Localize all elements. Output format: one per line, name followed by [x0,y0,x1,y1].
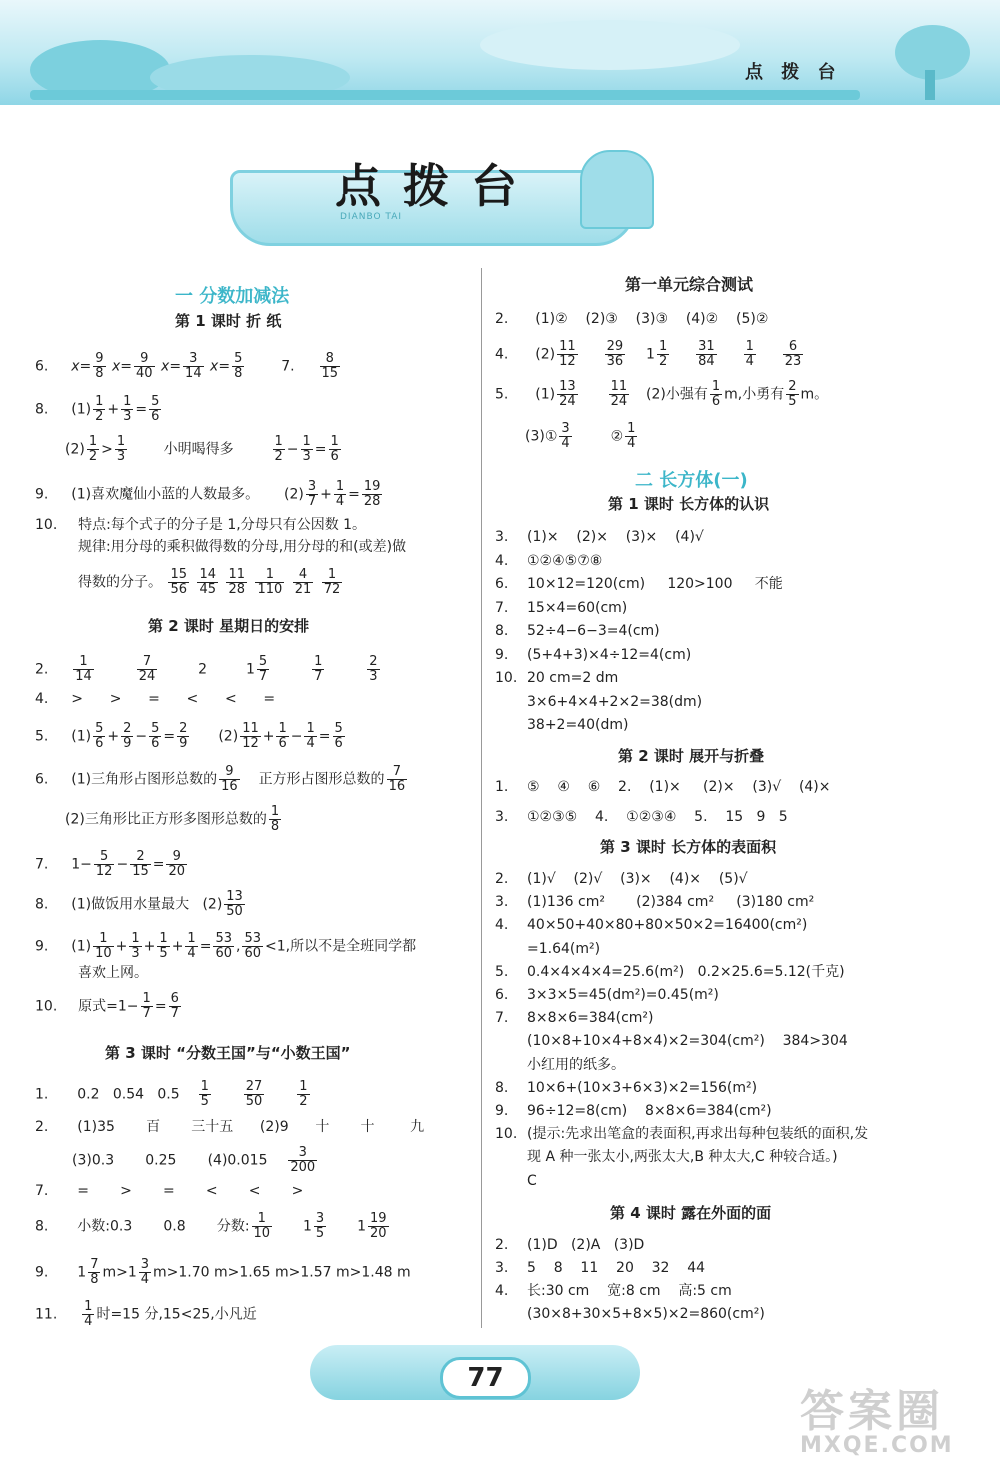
answer-text: 小明喝得多 [163,441,234,458]
sub-label: (1) [535,386,556,403]
fraction: $\frac{3}{200}$ [290,1145,316,1175]
operator: > [101,441,113,458]
answer-text: <1,所以不是全班同学都 [264,938,417,955]
header-strip [30,90,860,100]
sub-label: (2) [535,346,556,363]
answer-row [525,422,639,451]
fraction: $\frac{11}{24}$ [610,379,628,409]
question-number: 3. [495,1260,509,1276]
answer-text: 10×6+(10×3+6×3)×2=156(m²) [527,1079,758,1096]
question-number: 6. [495,576,509,592]
banner-title: 点拨台 [335,159,539,213]
fraction: $\frac{1}{7}$ [314,654,323,684]
answer-text: 3×6+4×4+2×2=38(dm) [527,693,703,710]
question-number: 5. [35,728,49,745]
answer-text: 10×12=120(cm) 120>100 不能 [527,576,783,592]
answer-row [35,1300,257,1329]
answer-text: C [527,1172,537,1189]
answer-text: 1 [77,1264,87,1281]
answer-text: 1 [357,1218,367,1235]
answer-text: (3)0.3 0.25 (4)0.015 [72,1152,268,1169]
answer-text: 52÷4−6−3=4(cm) [527,623,660,639]
answer-row [495,940,600,958]
fraction: $\frac{8}{15}$ [321,351,339,381]
lesson-title: 第 2 课时 星期日的安排 [148,617,310,635]
question-number: 4. [495,346,509,363]
lesson-title: 第 1 课时 长方体的认识 [608,495,770,513]
fraction: $\frac{29}{36}$ [606,339,624,369]
fraction: $\frac{1}{2}$ [95,394,104,424]
sub-label: (2) [284,486,304,503]
answer-row [495,1148,838,1166]
sub-label: (3)① [525,428,558,445]
answer-row [495,808,788,826]
answer-row [495,1305,765,1323]
answer-row [78,568,344,597]
fraction: $\frac{14}{45}$ [199,567,216,597]
operator: + [143,938,156,955]
operator: + [115,938,128,955]
answer-row [35,655,382,684]
operator: + [107,728,120,745]
question-number: 8. [35,401,49,418]
sub-label: ② [610,428,624,445]
math-text: 原式=1− [78,998,139,1015]
answer-text: 喜欢上网。 [78,965,148,981]
answer-row [35,352,342,381]
answer-text: 3×3×5=45(dm²)=0.45(m²) [527,987,719,1003]
section-banner [225,130,675,250]
question-number: 7. [35,1183,49,1199]
answer-row [72,1146,319,1175]
fraction: $\frac{1}{4}$ [84,1299,93,1329]
lesson-title: 第 3 课时 长方体的表面积 [600,838,777,856]
operator: − [290,728,303,745]
answer-text: 0.4×4×4×4=25.6(m²) 0.2×25.6=5.12(千克) [527,963,845,980]
answer-text: (1)× (2)× (3)× (4)√ [527,529,704,545]
math-text: x= [71,358,92,375]
answer-row [495,693,702,711]
math-text: x= [112,358,133,375]
answer-text: 1 [246,661,255,678]
fraction: $\frac{6}{23}$ [784,339,802,369]
question-number: 2. [495,311,509,327]
fraction: $\frac{5}{6}$ [334,721,343,751]
watermark-line: 答案圈 [800,1386,944,1437]
operator: − [135,728,148,745]
fraction: $\frac{5}{6}$ [151,394,160,424]
fraction: $\frac{3}{4}$ [140,1257,150,1287]
answer-row [495,1125,868,1143]
question-number: 4. [495,552,509,569]
question-number: 1. [495,779,509,795]
answer-text: = > = < < > [77,1183,304,1199]
answer-text: 5 8 11 20 32 44 [527,1260,706,1276]
answer-row [495,963,845,981]
answer-text: (2)三角形比正方形多图形总数的 [65,811,267,828]
fraction: $\frac{5}{12}$ [95,849,113,879]
question-number: 7. [495,599,509,616]
question-number: 8. [495,623,509,639]
answer-row [35,765,409,794]
operator: + [107,401,120,418]
fraction: $\frac{19}{20}$ [370,1211,387,1241]
answer-row [495,575,783,593]
question-number: 4. [495,1283,509,1299]
fraction: $\frac{31}{84}$ [698,339,715,369]
fraction: $\frac{3}{5}$ [315,1211,325,1241]
fraction: $\frac{19}{28}$ [363,479,381,509]
question-number: 5. [495,963,509,980]
page-header [0,0,1000,105]
answer-text: (30×8+30×5+8×5)×2=860(cm²) [527,1306,765,1322]
question-number: 5. [495,386,509,403]
question-number: 6. [495,987,509,1003]
lesson-title: 第 1 课时 折 纸 [175,312,282,330]
operator: + [320,486,332,503]
answer-row [35,395,163,424]
answer-row [35,1258,411,1287]
fraction: $\frac{1}{4}$ [335,479,345,509]
answer-row [495,622,660,640]
fraction: $\frac{1}{10}$ [95,931,112,961]
answer-row [35,722,347,751]
answer-text: 8×8×6=384(cm²) [527,1010,654,1027]
answer-row [495,1259,705,1277]
fraction: $\frac{15}{56}$ [170,567,187,597]
answer-row [35,992,183,1021]
fraction: $\frac{6}{7}$ [170,991,179,1021]
sub-label: (2) [218,728,239,745]
answer-row [35,1182,303,1200]
fraction: $\frac{1}{3}$ [123,394,132,424]
fraction: $\frac{2}{5}$ [788,379,797,409]
question-number: 8. [35,1218,49,1235]
question-number: 6. [35,358,49,375]
fraction: $\frac{5}{8}$ [234,351,243,381]
fraction: $\frac{1}{6}$ [278,721,287,751]
fraction: $\frac{9}{40}$ [136,351,153,381]
answer-text: ⑤ ④ ⑥ 2. (1)× (2)× (3)√ (4)× [527,779,831,795]
answer-row [35,1212,391,1241]
fraction: $\frac{1}{2}$ [88,434,98,464]
fraction: $\frac{9}{8}$ [95,351,104,381]
question-number: 1. [35,1086,49,1103]
fraction: $\frac{4}{21}$ [294,567,312,597]
tree-trunk-decoration [925,70,935,100]
fraction: $\frac{11}{12}$ [559,339,576,369]
answer-row [495,310,768,328]
fraction: $\frac{3}{14}$ [185,351,202,381]
question-number: 11. [35,1306,58,1323]
answer-row [495,1282,732,1300]
answer-row [495,716,628,734]
answer-text: 96÷12=8(cm) 8×8×6=384(cm²) [527,1103,772,1119]
answer-row [495,1236,644,1254]
answer-text: ①②③⑤ 4. ①②③④ 5. 15 9 5 [527,809,788,825]
fraction: $\frac{1}{5}$ [200,1079,209,1109]
fraction: $\frac{1}{6}$ [330,434,339,464]
sub-label: (2) [65,441,85,458]
fraction: $\frac{27}{50}$ [245,1079,263,1109]
answer-text: m,小勇有 [724,386,785,403]
question-number: 10. [495,1126,518,1143]
question-number: 2. [35,1119,49,1135]
sub-label: (1) [71,401,92,418]
answer-text: (1)喜欢魔仙小蓝的人数最多。 [71,486,260,503]
fraction: $\frac{13}{50}$ [226,889,243,919]
answer-text: 2 [198,661,208,678]
math-text: x= [161,358,182,375]
operator: + [262,728,275,745]
fraction: $\frac{53}{60}$ [244,931,261,961]
answer-row [65,805,283,834]
question-number: 2. [495,1237,509,1253]
watermark-line: MXQE.COM [800,1433,954,1458]
answer-text: (10×8+10×4+8×4)×2=304(cm²) 384>304 [527,1033,848,1050]
answer-row [495,1009,654,1027]
fraction: $\frac{2}{15}$ [132,849,149,879]
fraction: $\frac{7}{8}$ [90,1257,99,1287]
operator: = [152,856,165,873]
fraction: $\frac{2}{3}$ [369,654,378,684]
banner-subtitle: DIANBO TAI [340,212,403,222]
answer-text: ①②④⑤⑦⑧ [527,552,603,569]
answer-text: 长:30 cm 宽:8 cm 高:5 cm [527,1283,732,1299]
operator: = [163,728,176,745]
fraction: $\frac{5}{6}$ [151,721,160,751]
operator: = [154,998,167,1015]
fraction: $\frac{13}{24}$ [559,379,576,409]
answer-text: 1 [646,346,655,363]
fraction: $\frac{1}{2}$ [299,1079,308,1109]
question-number: 9. [35,486,49,503]
question-number: 8. [495,1079,509,1096]
answer-text: 15×4=60(cm) [527,599,628,616]
question-number: 4. [35,691,49,707]
answer-row [495,1056,625,1074]
fraction: $\frac{11}{12}$ [242,721,259,751]
answer-text: (5+4+3)×4÷12=4(cm) [527,646,692,663]
fraction: $\frac{1}{7}$ [142,991,151,1021]
answer-row [35,480,384,509]
fraction: $\frac{1}{3}$ [302,434,311,464]
watermark [800,1375,990,1458]
answer-row [495,778,831,796]
fraction: $\frac{1}{4}$ [187,931,196,961]
answer-row [495,1172,537,1190]
question-number: 3. [495,894,509,911]
fraction: $\frac{1}{14}$ [75,654,92,684]
page-number: 77 [440,1357,531,1399]
answer-text: m。 [800,386,829,403]
castle-icon [580,150,654,229]
answer-text: 得数的分子。 [78,574,162,591]
answer-text: (1)35 百 三十五 (2)9 十 十 九 [77,1119,425,1135]
fraction: $\frac{1}{5}$ [159,931,168,961]
math-text: 1− [71,856,92,873]
fraction: $\frac{3}{7}$ [307,479,317,509]
answer-row [495,916,807,934]
fraction: $\frac{7}{24}$ [138,654,156,684]
answer-text: (1)√ (2)√ (3)× (4)× (5)√ [527,871,748,887]
answer-text: (2)小强有 [646,386,708,403]
answer-row [495,528,704,546]
fraction: $\frac{2}{9}$ [123,721,132,751]
answer-text: 规律:用分母的乘积做得数的分母,用分母的和(或差)做 [78,539,407,555]
lesson-title: 第 2 课时 展开与折叠 [618,747,765,765]
fraction: $\frac{1}{6}$ [711,379,721,409]
operator: = [318,728,331,745]
question-number: 10. [35,517,58,533]
math-text: x= [210,358,231,375]
header-cloud-decoration [480,20,740,70]
answer-row [495,1032,848,1050]
answer-row [35,1080,312,1109]
operator: = [314,441,327,458]
answer-row [35,850,189,879]
operator: = [135,401,148,418]
lesson-title: 第 3 课时 “分数王国”与“小数王国” [105,1044,351,1062]
question-number: 9. [495,1103,509,1119]
answer-row [495,1102,772,1120]
answer-row [35,932,416,961]
answer-text: (1)三角形占图形总数的 [71,771,218,788]
unit-title: 一 分数加减法 [175,286,290,307]
question-number: 9. [495,646,509,663]
fraction: $\frac{1}{3}$ [116,434,126,464]
fraction: $\frac{5}{7}$ [258,654,268,684]
fraction: $\frac{1}{4}$ [745,339,754,369]
operator: − [286,441,299,458]
answer-text: 40×50+40×80+80×50×2=16400(cm²) [527,917,808,934]
fraction: $\frac{1}{4}$ [306,721,315,751]
answer-text: m>1 [102,1264,137,1281]
sub-label: (1) [71,938,92,955]
answer-row [35,690,275,708]
question-number: 9. [35,1264,49,1281]
fraction: $\frac{5}{6}$ [95,721,104,751]
question-number: 7. [495,1010,509,1027]
question-number: 3. [495,529,509,545]
question-number: 4. [495,917,509,934]
operator: = [348,486,360,503]
answer-row [495,669,618,687]
fraction: $\frac{1}{110}$ [257,567,283,597]
answer-row [495,646,691,664]
answer-row [35,1118,424,1136]
question-number: 10. [495,670,518,686]
answer-text: (1)做饭用水量最大 (2) [71,896,223,913]
question-number: 7. [281,358,295,375]
answer-row [495,893,814,911]
fraction: $\frac{1}{3}$ [131,931,140,961]
fraction: $\frac{9}{20}$ [168,849,186,879]
answer-text: (提示:先求出笔盒的表面积,再求出每种包装纸的面积,发 [527,1126,869,1143]
question-number: 2. [495,871,509,887]
answer-text: 小红用的纸多。 [527,1056,625,1073]
answer-row [495,340,805,369]
fraction: $\frac{3}{4}$ [561,421,570,451]
answer-text: =1.64(m²) [527,940,601,957]
fraction: $\frac{11}{28}$ [228,567,245,597]
test-title: 第一单元综合测试 [625,275,754,294]
answer-row [65,435,343,464]
answer-text: 时=15 分,15<25,小凡近 [96,1306,257,1323]
answer-row [495,870,748,888]
answer-row [35,516,366,534]
answer-text: 正方形占图形总数的 [258,771,385,788]
fraction: $\frac{1}{2}$ [274,434,283,464]
answer-text: (1)② (2)③ (3)③ (4)② (5)② [535,311,769,327]
answer-row [495,599,627,617]
lesson-title: 第 4 课时 露在外面的面 [610,1204,772,1222]
answer-row [495,986,719,1004]
answer-row [495,552,602,570]
answer-text: 20 cm=2 dm [527,670,619,686]
fraction: $\frac{1}{72}$ [323,567,341,597]
answer-text: 小数:0.3 0.8 分数: [77,1218,250,1235]
answer-row [35,890,247,919]
column-divider [481,268,482,1328]
answer-row [495,1079,757,1097]
fraction: $\frac{1}{10}$ [253,1211,271,1241]
fraction: $\frac{9}{16}$ [221,764,238,794]
fraction: $\frac{1}{8}$ [270,804,280,834]
operator: − [116,856,129,873]
operator: = [199,938,212,955]
operator: , [235,938,241,955]
answer-text: 1 [302,1218,312,1235]
answer-text: 38+2=40(dm) [527,717,629,733]
question-number: 8. [35,896,49,913]
answer-text: (1)D (2)A (3)D [527,1237,645,1253]
question-number: 10. [35,998,58,1015]
fraction: $\frac{2}{9}$ [179,721,188,751]
fraction: $\frac{1}{4}$ [627,421,636,451]
fraction: $\frac{7}{16}$ [388,764,406,794]
answer-text: 现 A 种一张太小,两张太大,B 种太大,C 种较合适。) [527,1149,838,1166]
unit-title: 二 长方体(一) [635,470,748,491]
answer-text: (1)136 cm² (2)384 cm² (3)180 cm² [527,894,815,911]
fraction: $\frac{53}{60}$ [215,931,232,961]
sub-label: (1) [71,728,92,745]
question-number: 9. [35,938,49,955]
question-number: 6. [35,771,49,788]
answer-row [495,380,828,409]
operator: + [171,938,184,955]
question-number: 7. [35,856,49,873]
answer-text: 0.2 0.54 0.5 [77,1086,180,1103]
question-number: 3. [495,809,509,825]
answer-text: > > = < < = [71,691,276,707]
answer-text: 特点:每个式子的分子是 1,分母只有公因数 1。 [78,517,367,533]
answer-text: m>1.70 m>1.65 m>1.57 m>1.48 m [153,1264,411,1281]
header-title: 点 拨 台 [745,62,842,83]
question-number: 2. [35,661,49,678]
fraction: $\frac{1}{2}$ [658,339,668,369]
